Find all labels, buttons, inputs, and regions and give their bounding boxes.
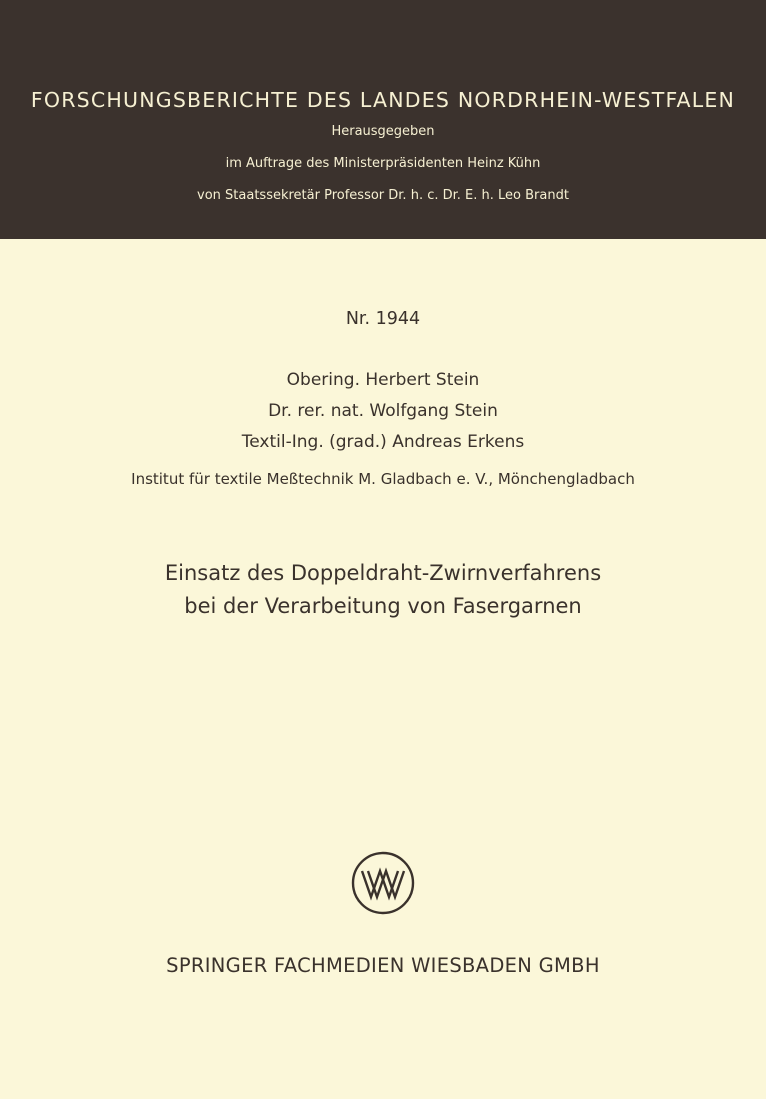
- report-number: Nr. 1944: [345, 309, 421, 329]
- book-title-line-2: bei der Verarbeitung von Fasergarnen: [184, 594, 582, 618]
- series-title: FORSCHUNGSBERICHTE DES LANDES NORDRHEIN-WESTFALEN: [30, 88, 736, 112]
- author-2: Dr. rer. nat. Wolfgang Stein: [268, 401, 498, 421]
- editor-line-published: Herausgegeben: [331, 124, 435, 139]
- springer-ww-logo-icon: [351, 851, 415, 915]
- editor-line-secretary: von Staatssekretär Professor Dr. h. c. Dr. E. h. Leo Brandt: [197, 188, 569, 203]
- author-3: Textil-Ing. (grad.) Andreas Erkens: [241, 432, 525, 452]
- editor-line-commission: im Auftrage des Ministerpräsidenten Heinz Kühn: [225, 156, 541, 171]
- series-header-band: [0, 0, 766, 239]
- publisher-name: SPRINGER FACHMEDIEN WIESBADEN GMBH: [166, 954, 600, 977]
- institute: Institut für textile Meßtechnik M. Gladbach e. V., Mönchengladbach: [131, 470, 635, 488]
- author-1: Obering. Herbert Stein: [286, 370, 480, 390]
- book-title-line-1: Einsatz des Doppeldraht-Zwirnverfahrens: [164, 561, 602, 585]
